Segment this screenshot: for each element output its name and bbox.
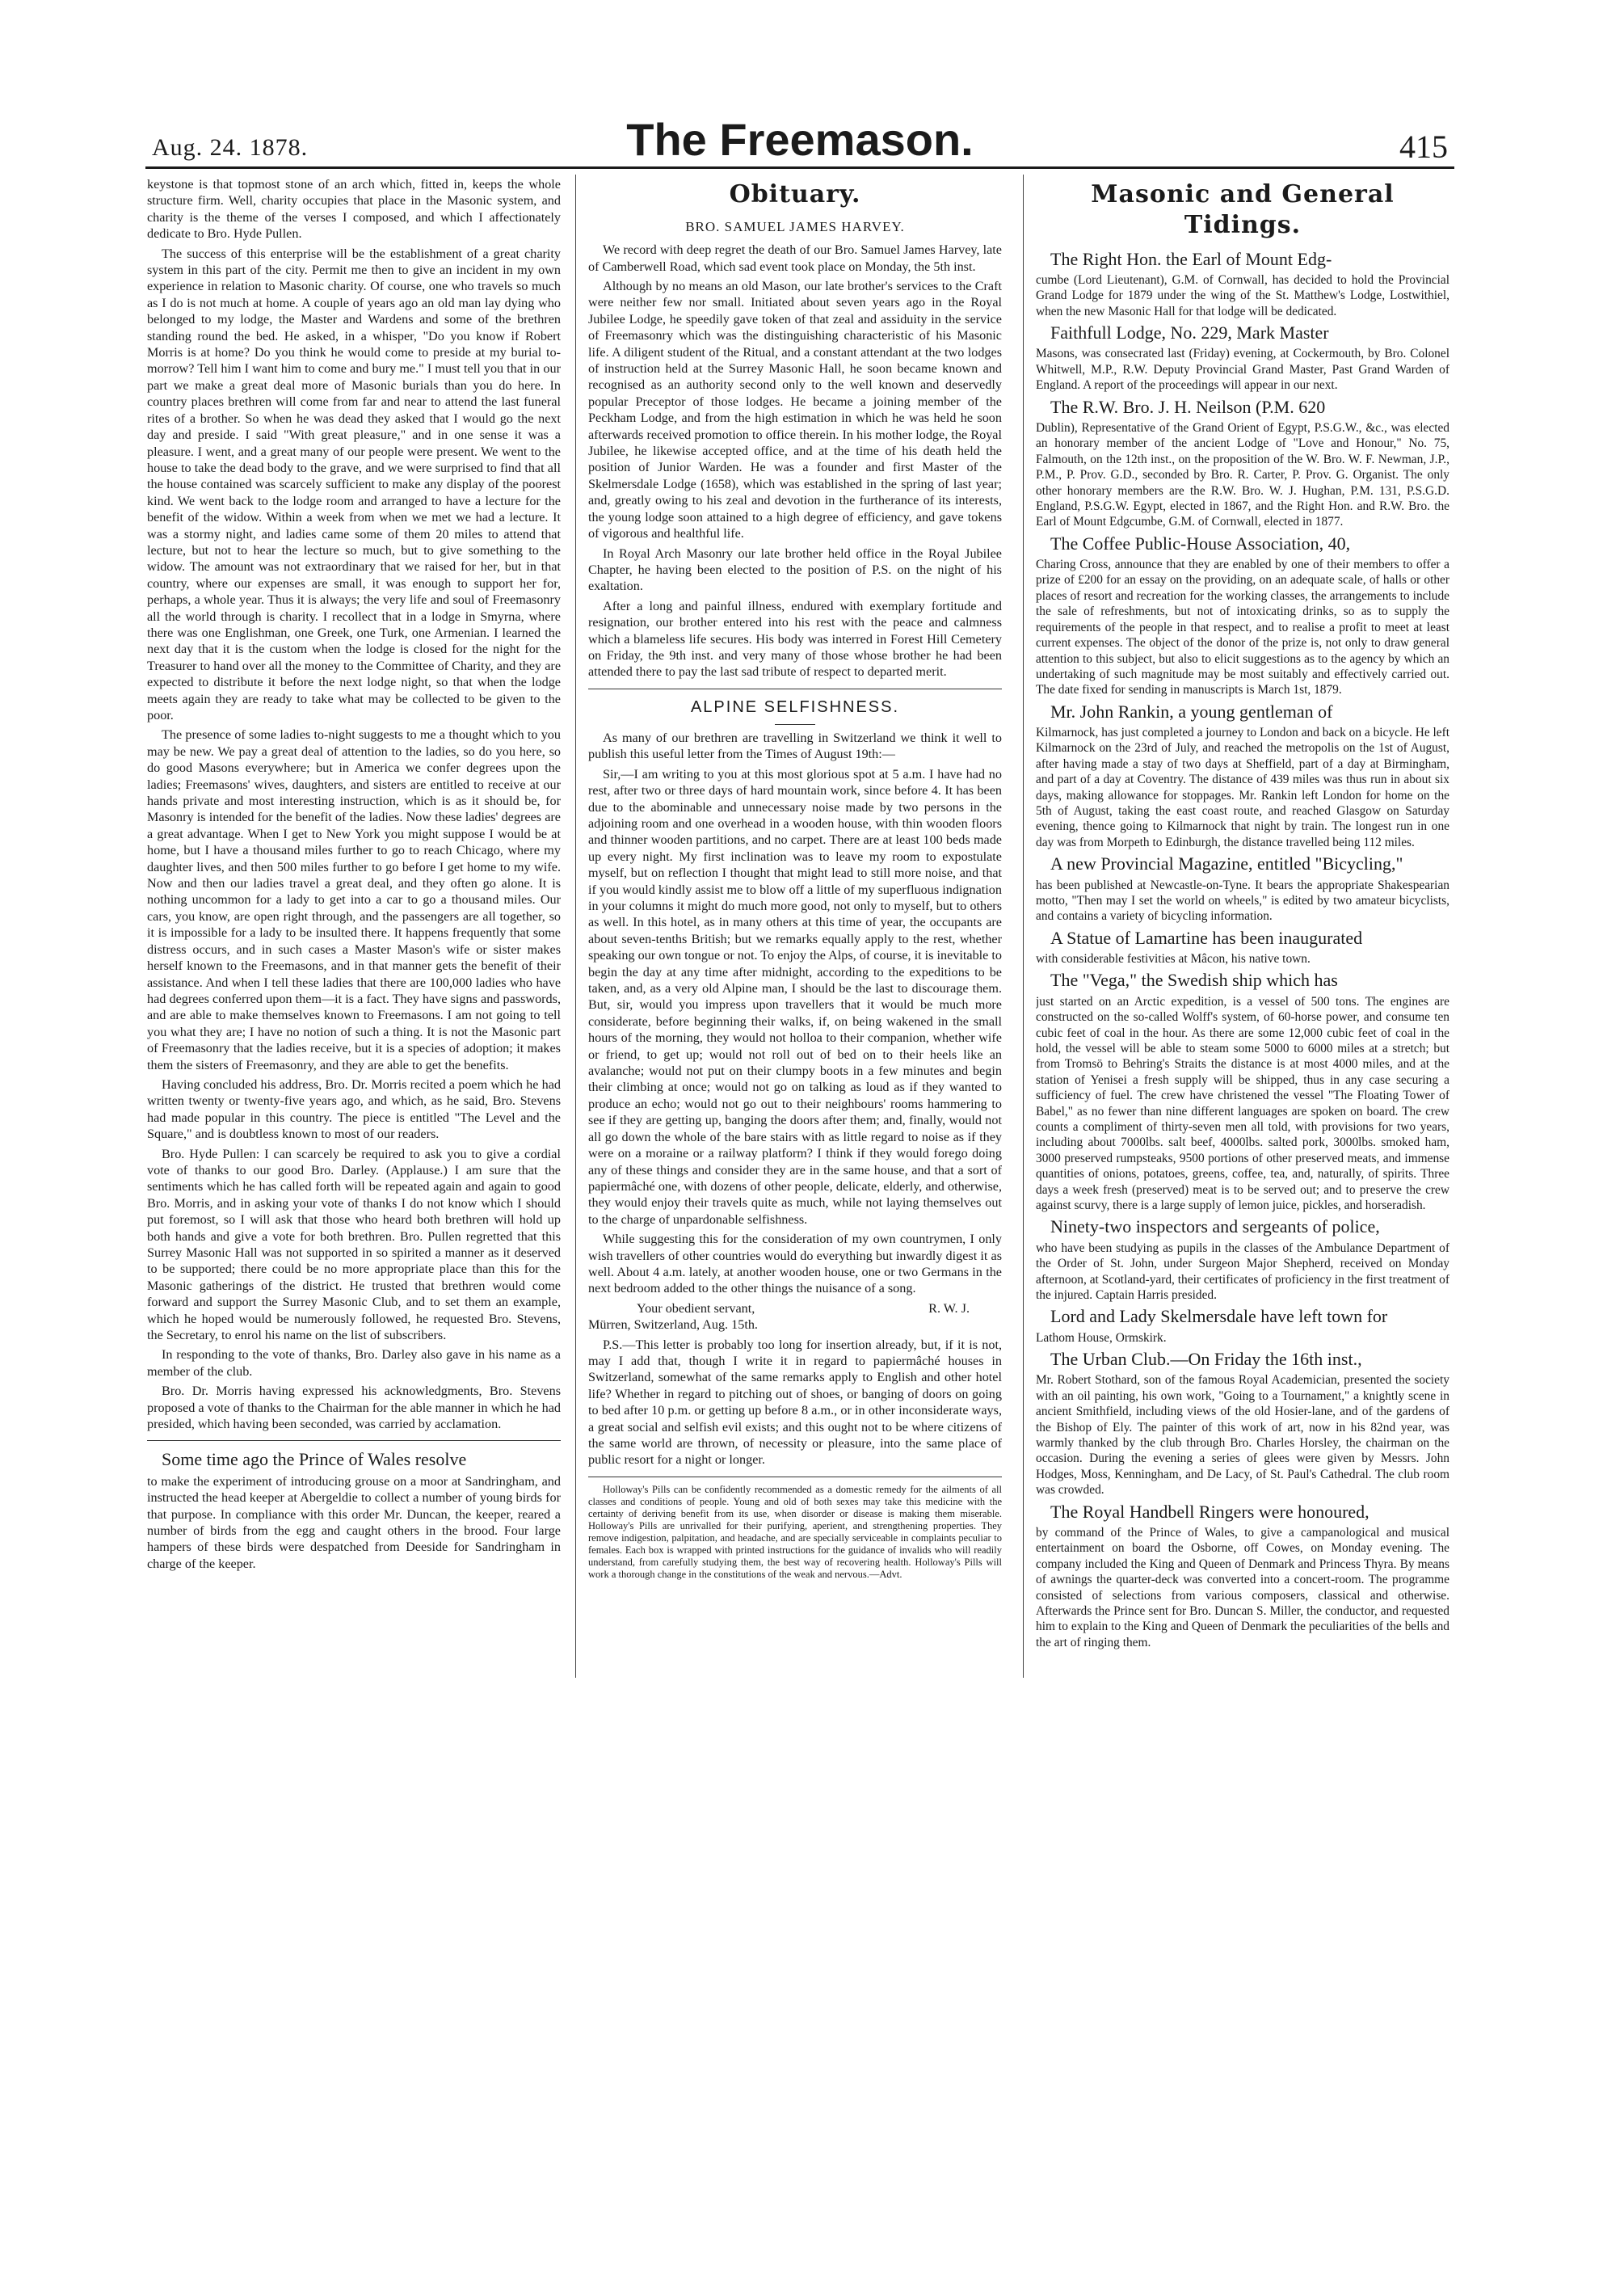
signoff: Your obedient servant, [637, 1300, 755, 1316]
item-lead: Lord and Lady Skelmersdale have left town for [1050, 1306, 1388, 1327]
item-body: Dublin), Representative of the Grand Orient of Egypt, P.S.G.W., &c., was elected an honorary member of the ancient Lodge of "Love and Honour," No. 75, Falmouth, on the 12th inst., on the proposition of the W. Bro. W. F. Newman, J.P., P.M., P. Prov. G.D., seconded by Bro. R. Carter, P. Prov. G. Organist. The only other honorary members are the R.W. Bro. W. J. Hughan, P.M. 131, P.S.G.D. England, P.S.G.W. Egypt, elected in 1867, and the Right Hon. and R.W. Bro. the Earl of Mount Edgcumbe, G.M. of Cornwall, elected in 1877. [1036, 420, 1449, 529]
tidings-item [1036, 397, 1449, 530]
item-lead: Mr. John Rankin, a young gentleman of [1050, 701, 1333, 722]
item-body: with considerable festivities at Mâcon, his native town. [1036, 952, 1311, 967]
item-body: who have been studying as pupils in the classes of the Ambulance Department of the Order of St. John, under Surgeon Major Shepherd, received on Monday afternoon, at Scotland-yard, their certificates of proficiency in the first treatment of the injured. Captain Harris presided. [1036, 1241, 1449, 1302]
paragraph: In Royal Arch Masonry our late brother held office in the Royal Jubilee Chapter, he having been elected to the position of P.S. on the night of his exaltation. [588, 546, 1002, 594]
item-lead: The Urban Club.—On Friday the 16th inst., [1050, 1349, 1362, 1370]
item-lead: The Royal Handbell Ringers were honoured, [1050, 1501, 1369, 1522]
tidings-item [1036, 1349, 1449, 1498]
newspaper-title: The Freemason. [626, 114, 974, 165]
prince-of-wales-item [147, 1449, 561, 1572]
postscript: P.S.—This letter is probably too long for insertion already, but, if it is not, may I add that, though I write it in regard to papiermâché houses in Switzerland, somewhat of the same remarks apply to English and other hotel life? Whether in regard to pitching out of shoes, or banging of doors on going to bed after 10 p.m. or getting up before 8 a.m., or in other inconsiderate ways, a great social and selfish evil exists; and this ought not to be where citizens of the same world are thrown, of necessity or pleasure, into the same place of public resort for a night or longer. [588, 1337, 1002, 1468]
item-lead: Faithfull Lodge, No. 229, Mark Master [1050, 322, 1329, 343]
letter-place-date: Mürren, Switzerland, Aug. 15th. [588, 1317, 758, 1333]
column-one [147, 176, 561, 1679]
paragraph: The success of this enterprise will be the establishment of a great charity system in this part of the city. Permit me then to give an incident in my own experience in relation to Masonic charity. Of course, one who travels so much as I do is not much at home. A couple of years ago an old man lay dying who belonged to my lodge, the Master and Wardens and some of the brethren standing round the bed. He asked, in a whisper, "Do you know if Robert Morris is at home? Do you think he would come to preside at my burial to-morrow? Tell him I want him to come and bury me." I must tell you that in our part we make a great deal more of Masonic burials than you do here. In country places brethren will come from far and near to attend the last funeral rites of a brother. So when he was dead they asked that I would go the next day and preside. I said "With great pleasure," and in one sense it was a pleasure. I went, and a great many of our people were present. We went to the house to take the dead body to the grave, and we were surprised to find that all the house contained was scarcely sufficient to make any display of the poorest kind. We went back to the lodge room and arranged to have a lecture for the benefit of the widow. Within a week from when we met we had a lecture. It was a stormy night, and ladies came some of them 20 miles to attend that lecture, but not to hear the lecture so much, but to give something to the widow. The amount was not extraordinary that we raised for her, but in that country, where our expenses are small, it was enough to support her for, perhaps, a whole year. Thus it is always; the very life and soul of Freemasonry all the world through is charity. I recollect that in a lodge in Smyrna, where there was one Englishman, one Greek, one Turk, one Armenian. I learned the next day that it is the custom when the lodge is closed for the night for the Treasurer to hand over all the money to the Committee of Charity, and they are expected to distribute it before the next lodge night, so that when the lodge meets again they are ready to take what may be collected to be given to the poor. [147, 246, 561, 723]
item-body: Charing Cross, announce that they are enabled by one of their members to offer a prize of £200 for an essay on the providing, on an adequate scale, of halls or other places of resort and recreation for the working classes, the arrangements to include the sale of refreshments, but not of intoxicating drinks, so as to supply the requirements of the people in that respect, and to realise a profit to meet at least current expenses. The object of the donor of the prize is, not only to draw general attention to this subject, but also to elicit suggestions as to the agency by which an undertaking of such magnitude may be most suitably and effectively carried out. The date fixed for sending in manuscripts is March 1st, 1879. [1036, 558, 1449, 697]
paragraph: Sir,—I am writing to you at this most glorious spot at 5 a.m. I have had no rest, after two or three days of hard mountain work, since before 4. It has been due to the abominable and unnecessary noise made by two persons in the adjoining room and one overhead in a wooden house, with thin wooden floors and thinner wooden partitions, and no carpet. There are at least 100 beds made up every night. My first inclination was to leave my room to expostulate myself, but on reflection I thought that might lead to still more noise, and that if you would kindly assist me to blow off a little of my superfluous indignation in your columns it might do much more good, not only to myself, but to others as well. In this hotel, as in many others at this time of year, the occupants are about seven-tenths British; but we remarks equally apply to the rest, whether speaking our own tongue or not. To enjoy the Alps, of course, it is inevitable to begin the day at any time after midnight, according to the expeditions to be taken, and, as a very old Alpine man, I should be the last to discourage them. But, sir, would you impress upon travellers that it would be much more considerate, before beginning their walks, if, on being wakened in the small hours of the morning, they would not holloa to their companion, whether wife or friend, to get up; would not roll out of bed on to their heels like an avalanche; would not put on their clumpy boots in a few minutes and begin their climbing at once; would not go on talking as loud as if they wanted to produce an echo; would not go out to their neighbours' rooms hammering to see if they are getting up, banging the doors after them; and, finally, would not all go down the whole of the bare stairs with as little regard to noise as if they were on a moraine or a railway platform? I think if they would forego doing any of these things and consider they are in the same house, and that a sort of papiermâché one, with dozens of other people, delicate, elderly, and otherwise, they would enjoy their travels quite as much, while not laying themselves out to the charge of unpardonable selfishness. [588, 766, 1002, 1227]
column-divider [1023, 175, 1024, 1678]
tidings-item [1036, 928, 1449, 967]
advertisement-text: Holloway's Pills can be confidently recommended as a domestic remedy for the ailments of all classes and conditions of people. Young and old of both sexes may take this medicine with the certainty of deriving benefit from its use, when disorder or disease is making them miserable. Holloway's Pills are unrivalled for their purifying, aperient, and strengthening properties. They remove indigestion, palpitation, and headache, and are specially serviceable in complaints peculiar to females. Each box is wrapped with printed instructions for the guidance of invalids who will readily understand, from carefully studying them, the best way of recovering health. Holloway's Pills will work a thorough change in the constitutions of the weak and nervous.—Advt. [588, 1483, 1002, 1580]
tidings-item [1036, 1306, 1449, 1346]
item-body: cumbe (Lord Lieutenant), G.M. of Cornwall, has decided to hold the Provincial Grand Lodge for 1879 under the wing of the St. Matthew's Lodge, Lostwithiel, when the new Masonic Hall for that lodge will be dedicated. [1036, 272, 1449, 318]
column-three [1036, 176, 1449, 1679]
tidings-item [1036, 1502, 1449, 1651]
paragraph: Having concluded his address, Bro. Dr. Morris recited a poem which he had written twenty or twenty-five years ago, and which, as he said, Bro. Stevens had made popular in this country. The piece is entitled "The Level and the Square," and is doubtless known to most of our readers. [147, 1076, 561, 1142]
paragraph: We record with deep regret the death of our Bro. Samuel James Harvey, late of Camberwell Road, which sad event took place on Monday, the 5th inst. [588, 242, 1002, 274]
item-body: Lathom House, Ormskirk. [1036, 1330, 1167, 1345]
tidings-item [1036, 970, 1449, 1213]
masonic-address-article [147, 176, 561, 1432]
paragraph: In responding to the vote of thanks, Bro. Darley also gave in his name as a member of the club. [147, 1347, 561, 1379]
item-lead: The R.W. Bro. J. H. Neilson (P.M. 620 [1050, 396, 1326, 417]
item-lead: Some time ago the Prince of Wales resolve [162, 1449, 467, 1470]
tidings-item [1036, 533, 1449, 698]
paragraph: Bro. Dr. Morris having expressed his acknowledgments, Bro. Stevens proposed a vote of thanks to the Chairman for the able manner in which he had presided, which having been seconded, was carried by acclamation. [147, 1384, 561, 1432]
item-lead: The "Vega," the Swedish ship which has [1050, 970, 1338, 991]
column-two [588, 176, 1002, 1679]
letter-signature [588, 1300, 1002, 1317]
holloway-advertisement [588, 1477, 1002, 1581]
item-body: just started on an Arctic expedition, is a vessel of 500 tons. The engines are constructed on the so-called Wolff's system, of 60-horse power, and consume ten cubic feet of coal in the hour. As there are some 12,000 cubic feet of coal in the hold, the vessel will be able to steam some 5000 to 6000 miles at a stretch; but from Tromsö to Behring's Straits the distance is at most 4000 miles, and at the station of Yenisei a fresh supply will be shipped, thus in any case securing a sufficiency of fuel. The crew have christened the vessel "The Floating Tower of Babel," as no fewer than nine different languages are spoken on board. The crew counts a compliment of thirty-seven men all told, with provisions for two years, including about 7000lbs. salt beef, 4000lbs. salted pork, 3000lbs. smoked ham, 3000 preserved rumpsteaks, 9500 portions of other preserved meats, and immense quantities of onions, potatoes, greens, coffee, tea, and, naturally, of spirits. Three days a week fresh (preserved) meat is to be served out; and to preserve the crew against scurvy, there is a large supply of lemon juice, pickles, and horseradish. [1036, 994, 1449, 1213]
paragraph: The presence of some ladies to-night suggests to me a thought which to you may be new. We pay a great deal of attention to the ladies, so do you here, so do good Masons everywhere; but in America we confer degrees upon the ladies; Freemasons' wives, daughters, and sisters are entitled to receive at our hands private and most interesting instruction, which is as it should be, for Masonry is intended for the benefit of the ladies. Now these ladies' degrees are a great advantage. When I get to New York you might suppose I would be at home, but I have a thousand miles further to go to reach Chicago, where my daughter lives, and then 500 miles further to go before I get home to my wife. Now and then our ladies travel a great deal, and they often go alone. It is nothing uncommon for a lady to get into a car to go a thousand miles. Our cars, you know, are open right through, and the passengers are all together, so it is impossible for a lady to be insulted there. It happens frequently that some distress occurs, and in such cases a Master Mason's wife or sister makes herself known to the Freemasons, and in that manner gets the benefit of their assistance. And when I tell these ladies that there are 100,000 ladies who have had degrees conferred upon them—it is a fact. They have signs and passwords, and are able to make themselves known to Freemasons. I am not going to tell you what they are; I have no notion of such a thing. It is not the Masonic part of Freemasonry that the ladies receive, but it is a species of adoption; it makes them the sisters of Freemasonry, and they are able to get the benefits. [147, 727, 561, 1072]
obituary-subheading: BRO. SAMUEL JAMES HARVEY. [685, 218, 905, 234]
tidings-list [1036, 249, 1449, 1651]
paragraph: keystone is that topmost stone of an arch which, fitted in, keeps the whole structure firm. Well, charity occupies that place in the Masonic system, and charity is the theme of the verses I composed, and which I affectionately dedicate to Bro. Hyde Pullen. [147, 177, 561, 242]
tidings-item [1036, 853, 1449, 925]
alpine-heading: ALPINE SELFISHNESS. [690, 697, 900, 716]
tidings-heading: Masonic and General Tidings. [1091, 180, 1395, 239]
tidings-item [1036, 1216, 1449, 1303]
item-body: by command of the Prince of Wales, to give a campanological and musical entertainment on board the Osborne, off Cowes, on Monday evening. The company included the King and Queen of Denmark and Princess Thyra. By means of awnings the quarter-deck was converted into a concert-room. The programme consisted of selections from various composers, classical and otherwise. Afterwards the Prince sent for Bro. Duncan S. Miller, the conductor, and requested him to explain to the King and Queen of Denmark the peculiarities of the bells and the art of ringing them. [1036, 1525, 1449, 1649]
tidings-item [1036, 249, 1449, 320]
column-divider [575, 175, 576, 1678]
page-number: 415 [1399, 128, 1448, 165]
paragraph: After a long and painful illness, endured with exemplary fortitude and resignation, our brother entered into his rest with the peace and calmness which a blameless life secures. His body was interred in Forest Hill Cemetery on Friday, the 9th inst. and very many of those whose brother he had been attended there to pay the last sad tribute of respect to departed merit. [588, 598, 1002, 680]
tidings-item [1036, 322, 1449, 394]
paragraph: While suggesting this for the consideration of my own countrymen, I only wish travellers of other countries would do everything but inwardly digest it as well. About 4 a.m. lately, at another wooden house, one or two Germans in the next bedroom added to the other things the nuisance of a song. [588, 1232, 1002, 1296]
article-separator [147, 1440, 561, 1441]
heading-rule [775, 724, 815, 725]
item-lead: The Coffee Public-House Association, 40, [1050, 533, 1351, 554]
item-lead: A Statue of Lamartine has been inaugurated [1050, 927, 1363, 948]
issue-date: Aug. 24. 1878. [152, 134, 309, 161]
signature-initials: R. W. J. [928, 1300, 970, 1316]
item-lead: A new Provincial Magazine, entitled "Bicycling," [1050, 853, 1403, 874]
item-lead: Ninety-two inspectors and sergeants of police, [1050, 1216, 1380, 1237]
masthead-rule [145, 166, 1454, 169]
item-body: Kilmarnock, has just completed a journey to London and back on a bicycle. He left Kilmarnock on the 23rd of July, and reached the metropolis on the 1st of August, after having made a stay of two days at Sheffield, part of a day at Birmingham, and part of a day at Coventry. The distance of 439 miles was thus run in about six days, making allowance for stoppages. Mr. Rankin left London for home on the 5th of August, taking the east coast route, and reached Glasgow on Saturday evening, thence going to Kilmarnock that night by train. The longest run in one day was from Morpeth to Edinburgh, the distance travelled being 112 miles. [1036, 726, 1449, 849]
item-body: Masons, was consecrated last (Friday) evening, at Cockermouth, by Bro. Colonel Whitwell, M.P., R.W. Deputy Provincial Grand Master, Past Grand Warden of England. A report of the proceedings will appear in our next. [1036, 347, 1449, 393]
paragraph: As many of our brethren are travelling in Switzerland we think it well to publish this useful letter from the Times of August 19th:— [588, 730, 1002, 762]
item-body: to make the experiment of introducing grouse on a moor at Sandringham, and instructed the head keeper at Abergeldie to collect a number of young birds for that purpose. In compliance with this order Mr. Duncan, the keeper, reared a number of birds from the egg and caught others in the brood. Four large hampers of these birds were despatched from Deeside for Sandringham in charge of the keeper. [147, 1473, 561, 1571]
item-body: has been published at Newcastle-on-Tyne. It bears the appropriate Shakespearian motto, "Then may I set the world on wheels," is edited by two amateur bicyclists, and contains a variety of bicycling information. [1036, 878, 1449, 924]
item-body: Mr. Robert Stothard, son of the famous Royal Academician, presented the society with an oil painting, his own work, "Going to a Tournament," a knightly scene in ancient Smithfield, including views of the old Hosier-lane, and of the gardens of the Bishop of Ely. The painter of this work of art, now in his 82nd year, was warmly thanked by the club through Bro. Charles Horsley, the chairman on the occasion. During the evening a series of glees were given by Messrs. John Hodges, Moss, Kenningham, and De Lacy, of St. Paul's Cathedral. The club room was crowded. [1036, 1373, 1449, 1498]
item-lead: The Right Hon. the Earl of Mount Edg- [1050, 248, 1332, 269]
masthead [145, 113, 1454, 170]
paragraph: Bro. Hyde Pullen: I can scarcely be required to ask you to give a cordial vote of thanks to our good Bro. Darley. (Applause.) I am sure that the sentiments which he has called forth will be repeated again and again to good Bro. Morris, and in asking your vote of thanks I do not know which I should put foremost, so I will ask that those who heard both brethren will hold up both hands and give a vote for both brethren. Bro. Pullen regretted that this Surrey Masonic Hall was not supported in so spirited a manner as it deserved to be supported; there could be no more appropriate place than this for the Masonic gatherings of the district. He trusted that brethren would come forward and support the Surrey Masonic Club, and to set them an example, which he hoped would be numerously followed, he requested Bro. Stevens, the Secretary, to enrol his name on the list of subscribers. [147, 1146, 561, 1343]
tidings-item [1036, 701, 1449, 851]
paragraph: Although by no means an old Mason, our late brother's services to the Craft were neither few nor small. Initiated about seven years ago in the Royal Jubilee Lodge, he speedily gave token of that zeal and assiduity in the service of Freemasonry which was the distinguishing characteristic of his Masonic life. A diligent student of the Ritual, and a constant attendant at the two lodges of instruction held at the Surrey Masonic Hall, he soon became known and recognised as an authority second only to the well known and deservedly popular Preceptor of those lodges. He became a joining member of the Peckham Lodge, and from the high estimation in which he was held he soon afterwards received promotion to office therein. In his mother lodge, the Royal Jubilee, he likewise accepted office, and at the time of his death held the position of Junior Warden. He was a founder and first Master of the Skelmersdale Lodge (1658), which was established in the spring of last year; and, greatly owing to his zeal and devotion in the furtherance of its interests, the young lodge soon attained to a high degree of efficiency, and gave tokens of vigorous and healthful life. [588, 279, 1002, 541]
obituary-heading: Obituary. [729, 180, 861, 209]
